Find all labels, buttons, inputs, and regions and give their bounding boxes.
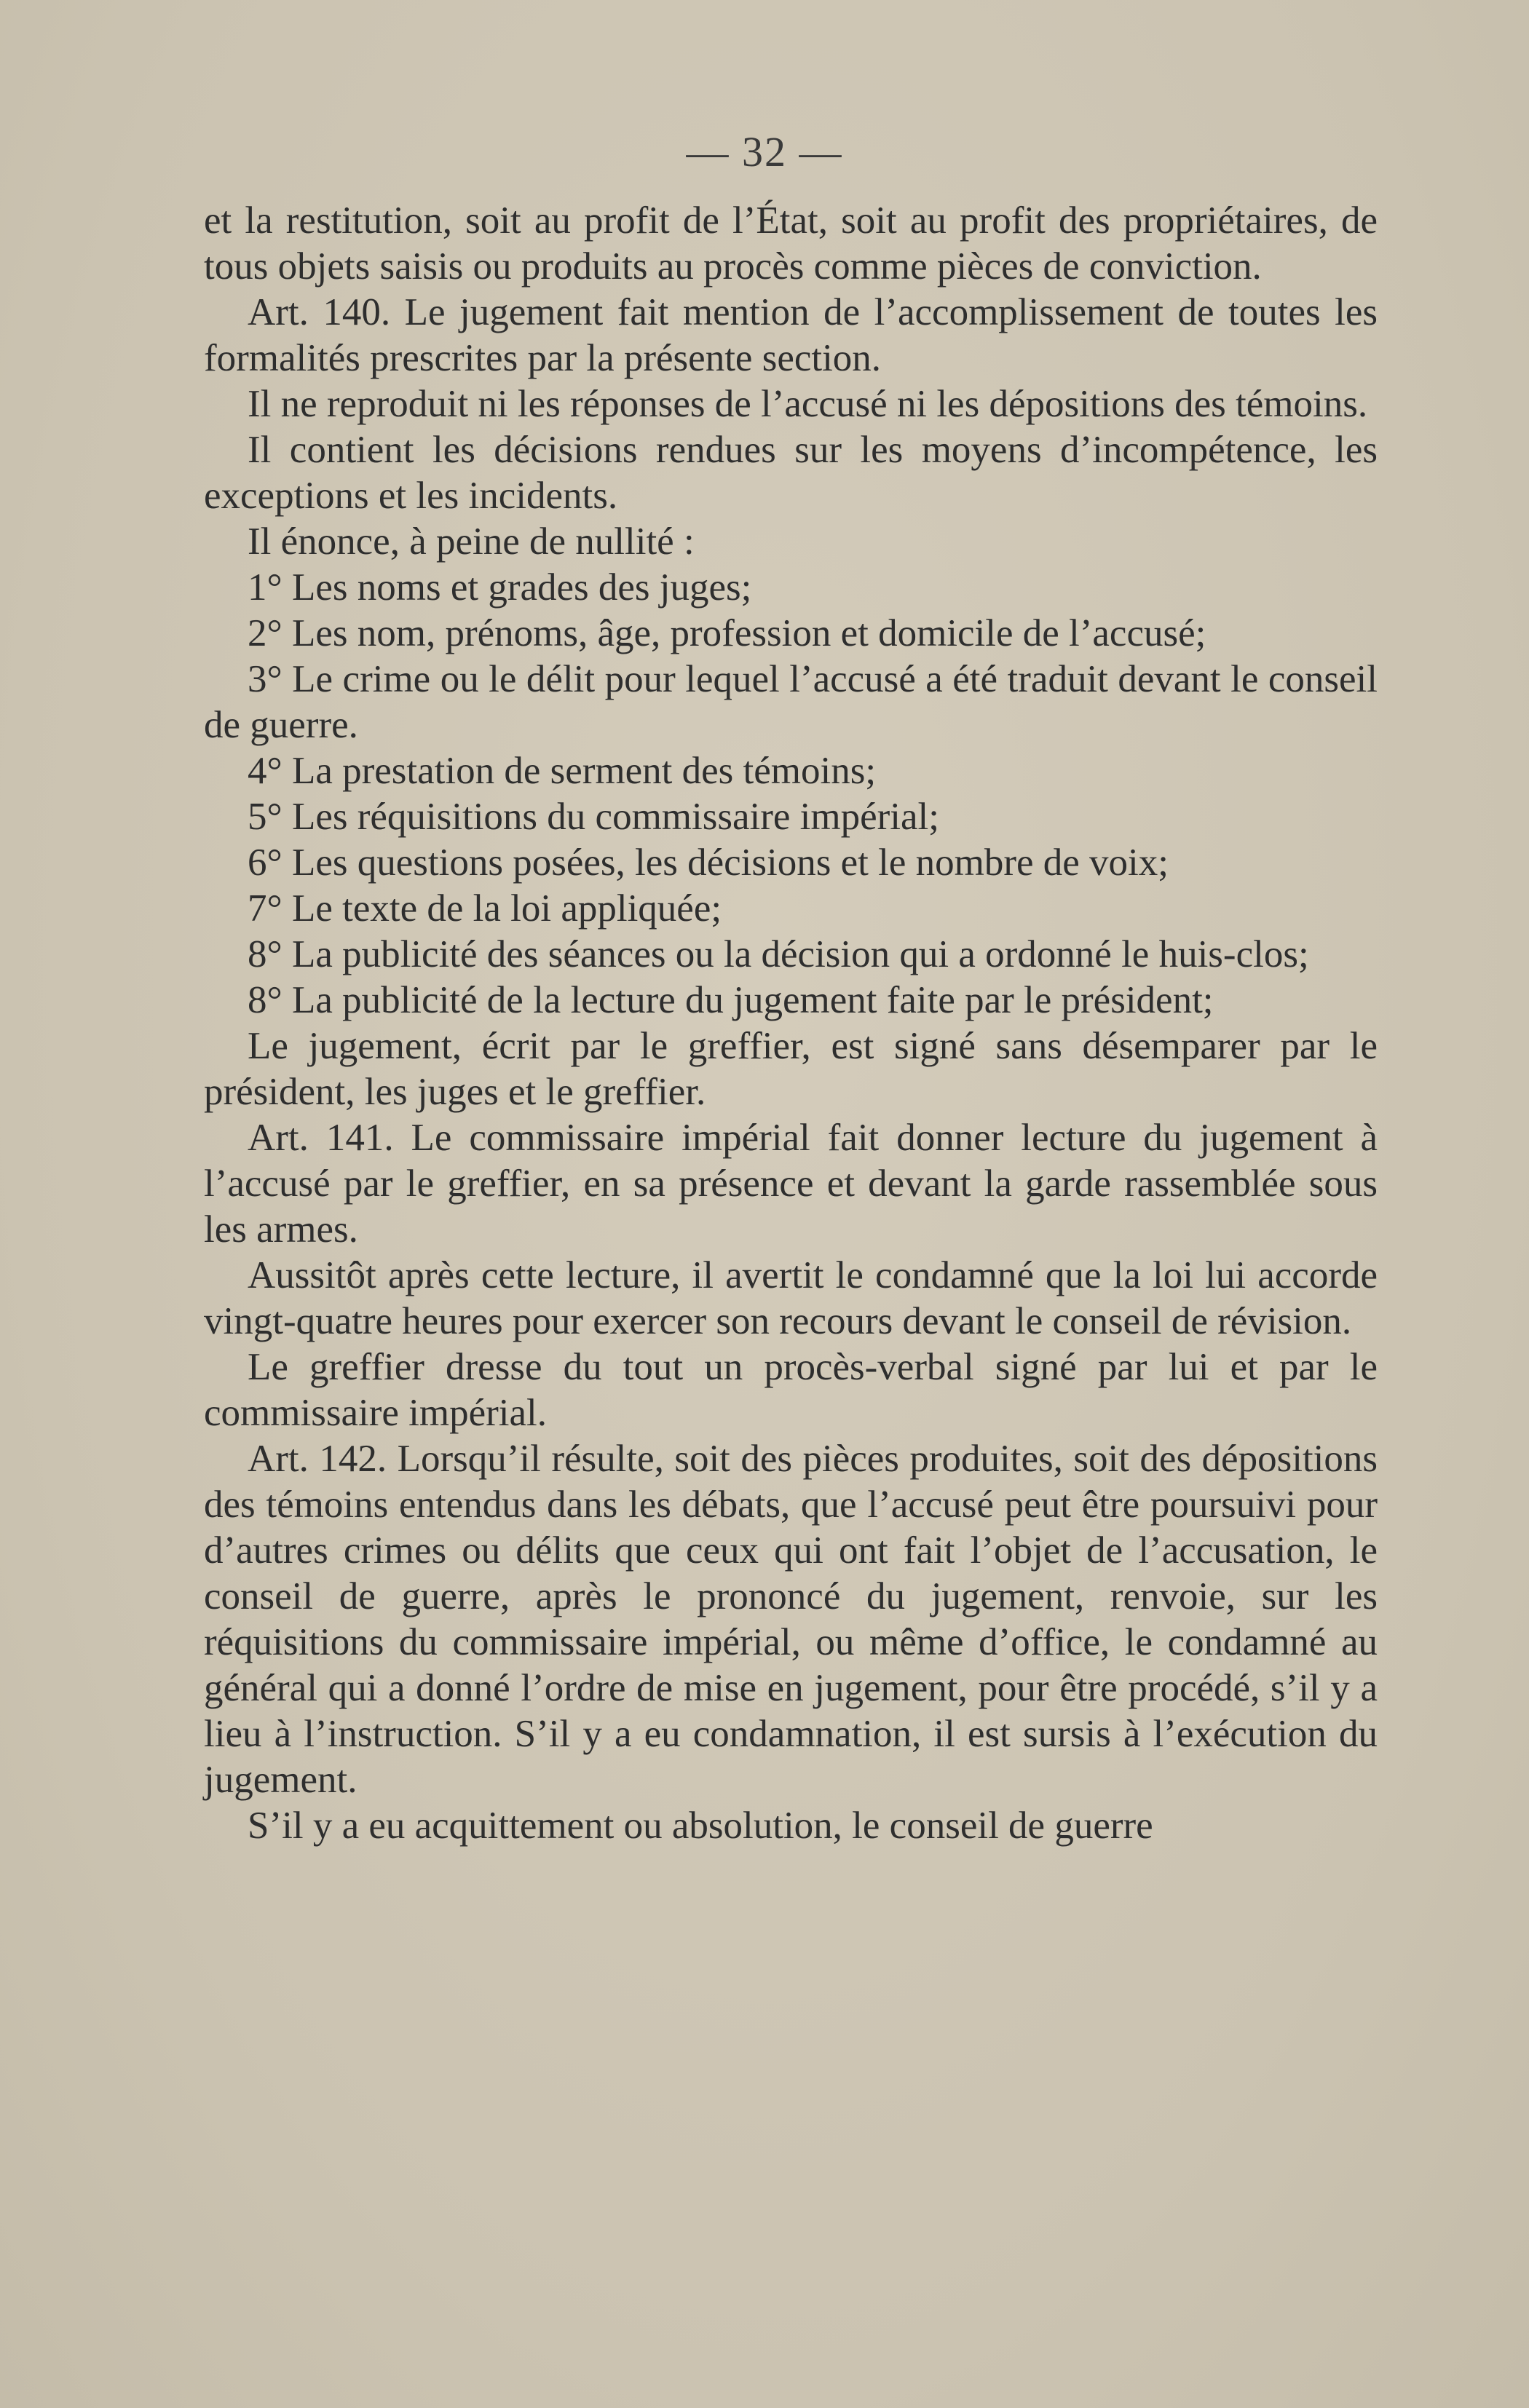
paragraph-17: Aussitôt après cette lecture, il avertit le condamné que la loi lui accorde vingt-quatre heures pour exercer son recours devant le conseil de révision. xyxy=(204,1254,1378,1342)
list-item-3: 3° Le crime ou le délit pour lequel l’accusé a été traduit devant le conseil de guerre. xyxy=(204,658,1378,746)
paragraph-3: Il ne reproduit ni les réponses de l’accusé ni les dépositions des témoins. xyxy=(248,383,1368,425)
paragraph-art-142: Art. 142. Lorsqu’il résulte, soit des pièces produites, soit des dépositions des témoins entendus dans les débats, que l’accusé peut être poursuivi pour d’autres crimes ou délits que ceux qui ont fait l’objet de l’accusation, le conseil de guerre, après le prononcé du jugement, renvoie, sur les réquisitions du commissaire impérial, ou même d’office, le condamné au général qui a donné l’ordre de mise en jugement, pour être procédé, s’il y a lieu à l’instruction. S’il y a eu condamnation, il est sursis à l’exécution du jugement. xyxy=(204,1438,1378,1801)
list-item-2: 2° Les nom, prénoms, âge, profession et domicile de l’accusé; xyxy=(248,612,1206,654)
paragraph-4: Il contient les décisions rendues sur les moyens d’incompétence, les exceptions et les incidents. xyxy=(204,429,1378,517)
paragraph-art-140: Art. 140. Le jugement fait mention de l’accomplissement de toutes les formalités prescrites par la présente section. xyxy=(204,291,1378,379)
list-item-1: 1° Les noms et grades des juges; xyxy=(248,566,752,609)
paragraph-5: Il énonce, à peine de nullité : xyxy=(248,520,695,563)
list-item-6: 6° Les questions posées, les décisions et le nombre de voix; xyxy=(248,841,1169,884)
paragraph-1: et la restitution, soit au profit de l’État, soit au profit des propriétaires, de tous objets saisis ou produits au procès comme pièces de conviction. xyxy=(204,199,1378,288)
body-text xyxy=(204,198,1378,1849)
paragraph-20: S’il y a eu acquittement ou absolution, le conseil de guerre xyxy=(248,1805,1153,1847)
list-item-7: 7° Le texte de la loi appliquée; xyxy=(248,887,722,930)
list-item-5: 5° Les réquisitions du commissaire impérial; xyxy=(248,796,939,838)
paragraph-art-141: Art. 141. Le commissaire impérial fait donner lecture du jugement à l’accusé par le greffier, en sa présence et devant la garde rassemblée sous les armes. xyxy=(204,1117,1378,1251)
paragraph-18: Le greffier dresse du tout un procès-verbal signé par lui et par le commissaire impérial. xyxy=(204,1346,1378,1434)
list-item-4: 4° La prestation de serment des témoins; xyxy=(248,750,877,792)
list-item-8: 8° La publicité des séances ou la décision qui a ordonné le huis-clos; xyxy=(248,933,1309,975)
list-item-9: 8° La publicité de la lecture du jugement faite par le président; xyxy=(248,979,1214,1021)
page-number: — 32 — xyxy=(686,128,843,175)
paragraph-signature: Le jugement, écrit par le greffier, est signé sans désemparer par le président, les juges et le greffier. xyxy=(204,1025,1378,1113)
